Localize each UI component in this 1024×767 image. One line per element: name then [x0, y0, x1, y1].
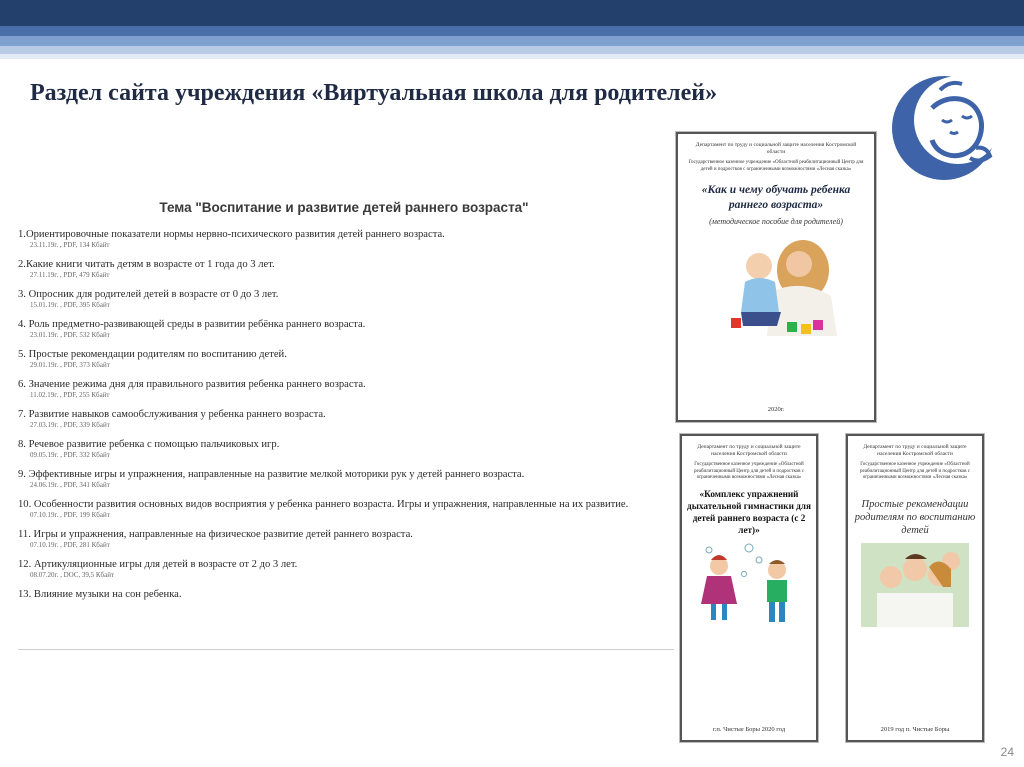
- list-heading: Тема "Воспитание и развитие детей раннего возраста": [159, 200, 529, 215]
- booklet-institution: Государственное казенное учреждение «Областной реабилитационный Центр для детей и подростков с ограниченными возможностями «Лесная сказка»: [859, 462, 971, 480]
- list-item[interactable]: [18, 289, 674, 310]
- document-link[interactable]: 6. Значение режима дня для правильного развития ребенка раннего возраста.: [18, 379, 366, 390]
- booklet-year: 2019 год п. Чистые Боры: [880, 726, 950, 733]
- document-meta: 09.05.19г. , PDF, 332 Кбайт: [30, 451, 110, 459]
- mother-and-baby-photo: [701, 230, 851, 340]
- document-link[interactable]: 10. Особенности развития основных видов восприятия у ребенка раннего возраста. Игры и упражнения, направленные на их развитие.: [18, 499, 629, 510]
- document-meta: 29.01.19г. , PDF, 373 Кбайт: [30, 361, 110, 369]
- list-item[interactable]: [18, 559, 674, 580]
- document-meta: 23.11.19г. , PDF, 134 Кбайт: [30, 241, 110, 249]
- list-item[interactable]: [18, 439, 674, 460]
- document-list-panel: [14, 190, 674, 650]
- booklet-institution: Государственное казенное учреждение «Областной реабилитационный Центр для детей и подростков с ограниченными возможностями «Лесная сказка»: [688, 160, 864, 172]
- booklet-department: Департамент по труду и социальной защите населения Костромской области: [697, 444, 801, 457]
- booklet-subtitle: (методическое пособие для родителей): [709, 217, 843, 226]
- document-meta: 08.07.20г. , DOC, 39,5 Кбайт: [30, 571, 115, 579]
- document-meta: 07.10.19г. , PDF, 281 Кбайт: [30, 541, 110, 549]
- list-item[interactable]: [18, 379, 674, 400]
- list-item[interactable]: [18, 259, 674, 280]
- list-item[interactable]: [18, 349, 674, 370]
- header-band-faint: [0, 54, 1024, 59]
- document-meta: 27.11.19г. , PDF, 479 Кбайт: [30, 271, 110, 279]
- booklet-department: Департамент по труду и социальной защите населения Костромской области: [863, 444, 967, 457]
- list-item[interactable]: [18, 409, 674, 430]
- slide-title: Раздел сайта учреждения «Виртуальная школа для родителей»: [30, 80, 718, 106]
- header-band-pale: [0, 46, 1024, 54]
- document-link[interactable]: 2.Какие книги читать детям в возрасте от 1 года до 3 лет.: [18, 259, 275, 270]
- document-link[interactable]: 4. Роль предметно-развивающей среды в развитии ребёнка раннего возраста.: [18, 319, 366, 330]
- booklet-title: Простые рекомендации родителям по воспитанию детей: [854, 498, 976, 536]
- document-meta: 11.02.19г. , PDF, 255 Кбайт: [30, 391, 110, 399]
- booklet-title: «Как и чему обучать ребенка раннего возраста»: [701, 184, 851, 211]
- document-meta: 27.03.19г. , PDF, 339 Кбайт: [30, 421, 110, 429]
- booklet-cover-breathing: [680, 434, 818, 742]
- list-item[interactable]: [18, 469, 674, 490]
- document-meta: 23.01.19г. , PDF, 532 Кбайт: [30, 331, 110, 339]
- document-link[interactable]: 12. Артикуляционные игры для детей в возрасте от 2 до 3 лет.: [18, 559, 298, 570]
- booklet-cover-teaching: [676, 132, 876, 422]
- booklet-year: г.п. Чистые Боры 2020 год: [712, 726, 786, 733]
- document-meta: 24.06.19г. , PDF, 341 Кбайт: [30, 481, 110, 489]
- document-link[interactable]: 13. Влияние музыки на сон ребенка.: [18, 589, 182, 600]
- list-item[interactable]: [18, 229, 674, 250]
- header-band-dark: [0, 0, 1024, 26]
- booklet-cover-recommendations: [846, 434, 984, 742]
- document-link[interactable]: 11. Игры и упражнения, направленные на физическое развитие детей раннего возраста.: [18, 529, 413, 540]
- list-item[interactable]: [18, 499, 674, 520]
- list-item[interactable]: [18, 589, 674, 601]
- document-link[interactable]: 7. Развитие навыков самообслуживания у ребенка раннего возраста.: [18, 409, 326, 420]
- booklet-title: «Комплекс упражнений дыхательной гимнастики для детей раннего возраста (с 2 лет)»: [687, 488, 811, 535]
- list-item[interactable]: [18, 529, 674, 550]
- family-photo: [861, 543, 969, 627]
- document-list: [14, 229, 674, 601]
- institution-logo: [884, 68, 1002, 188]
- list-divider: [18, 649, 674, 650]
- document-link[interactable]: 1.Ориентировочные показатели нормы нервно-психического развития детей раннего возраста.: [18, 229, 445, 240]
- booklet-year: 2020г.: [767, 406, 785, 413]
- booklet-institution: Государственное казенное учреждение «Областной реабилитационный Центр для детей и подростков с ограниченными возможностями «Лесная сказка»: [693, 462, 805, 480]
- document-link[interactable]: 3. Опросник для родителей детей в возрасте от 0 до 3 лет.: [18, 289, 279, 300]
- document-link[interactable]: 5. Простые рекомендации родителям по воспитанию детей.: [18, 349, 287, 360]
- header-band-light: [0, 36, 1024, 46]
- document-link[interactable]: 8. Речевое развитие ребенка с помощью пальчиковых игр.: [18, 439, 280, 450]
- document-link[interactable]: 9. Эффективные игры и упражнения, направленные на развитие мелкой моторики рук у детей раннего возраста.: [18, 469, 525, 480]
- booklet-department: Департамент по труду и социальной защите населения Костромской области: [695, 142, 857, 155]
- list-item[interactable]: [18, 319, 674, 340]
- document-meta: 15.01.19г. , PDF, 395 Кбайт: [30, 301, 110, 309]
- children-with-bubbles-illustration: [689, 540, 809, 630]
- header-band-mid: [0, 26, 1024, 36]
- page-number: 24: [1000, 745, 1014, 759]
- sleeping-baby-moon-icon: [884, 68, 1002, 188]
- document-meta: 07.10.19г. , PDF, 199 Кбайт: [30, 511, 110, 519]
